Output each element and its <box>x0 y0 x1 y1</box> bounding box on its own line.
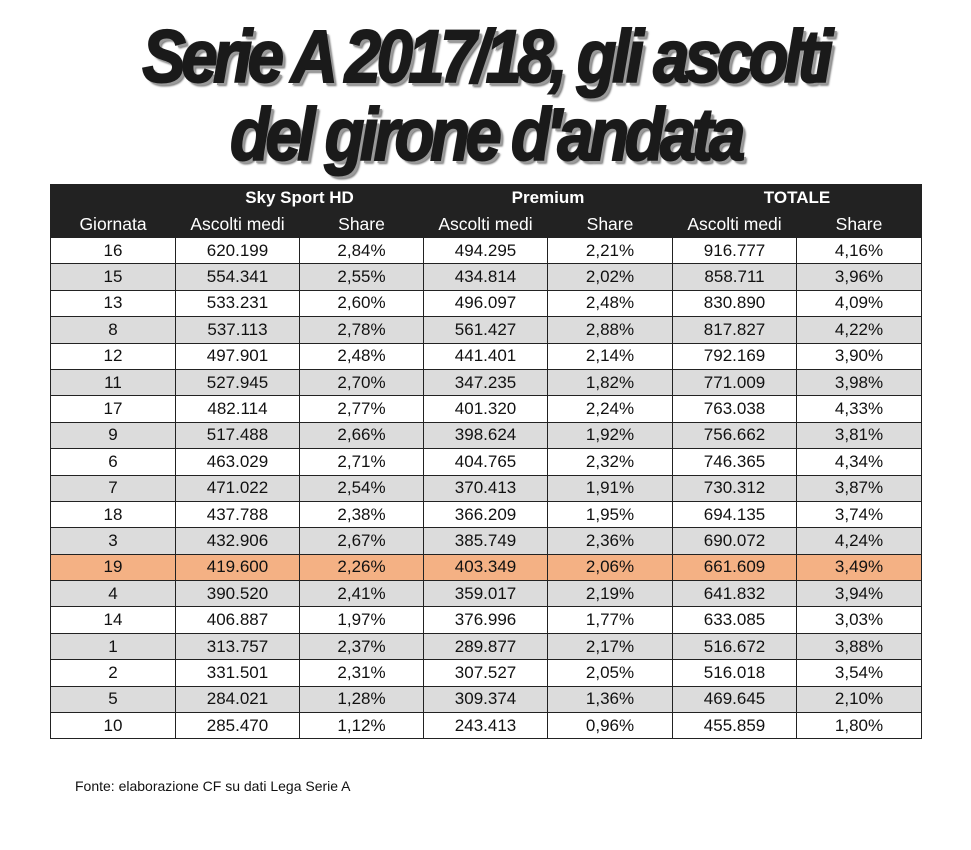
table-cell: 482.114 <box>176 396 300 422</box>
table-cell: 12 <box>51 343 176 369</box>
table-cell: 2,37% <box>300 633 424 659</box>
table-cell: 2,60% <box>300 290 424 316</box>
table-cell: 2,02% <box>548 264 673 290</box>
table-body <box>51 238 922 739</box>
table-cell: 404.765 <box>424 449 548 475</box>
table-cell: 441.401 <box>424 343 548 369</box>
table-row <box>51 554 922 580</box>
table-row <box>51 501 922 527</box>
table-cell: 3,88% <box>797 633 922 659</box>
table-row <box>51 475 922 501</box>
column-header-giornata: Giornata <box>51 212 176 238</box>
table-cell: 401.320 <box>424 396 548 422</box>
table-row <box>51 290 922 316</box>
table-cell: 285.470 <box>176 713 300 739</box>
table-cell: 366.209 <box>424 501 548 527</box>
table-cell: 763.038 <box>673 396 797 422</box>
table-cell: 830.890 <box>673 290 797 316</box>
table-cell: 2,26% <box>300 554 424 580</box>
table-cell: 2,84% <box>300 238 424 264</box>
table-cell: 4,09% <box>797 290 922 316</box>
table-cell: 2,66% <box>300 422 424 448</box>
table-cell: 537.113 <box>176 317 300 343</box>
table-cell: 4,24% <box>797 528 922 554</box>
table-cell: 385.749 <box>424 528 548 554</box>
table-cell: 694.135 <box>673 501 797 527</box>
table-cell: 2,67% <box>300 528 424 554</box>
table-cell: 3,98% <box>797 369 922 395</box>
group-header-row <box>51 185 922 212</box>
table-cell: 419.600 <box>176 554 300 580</box>
table-cell: 690.072 <box>673 528 797 554</box>
table-cell: 15 <box>51 264 176 290</box>
table-cell: 471.022 <box>176 475 300 501</box>
table-cell: 437.788 <box>176 501 300 527</box>
group-header-sky: Sky Sport HD <box>176 185 424 212</box>
table-cell: 347.235 <box>424 369 548 395</box>
table-cell: 817.827 <box>673 317 797 343</box>
table-cell: 554.341 <box>176 264 300 290</box>
table-cell: 771.009 <box>673 369 797 395</box>
table-cell: 9 <box>51 422 176 448</box>
table-row <box>51 660 922 686</box>
ratings-table <box>50 184 922 739</box>
table-cell: 3,90% <box>797 343 922 369</box>
table-cell: 432.906 <box>176 528 300 554</box>
table-cell: 3,96% <box>797 264 922 290</box>
title-line-1: Serie A 2017/18, gli ascolti <box>142 15 829 98</box>
table-cell: 309.374 <box>424 686 548 712</box>
table-cell: 1,82% <box>548 369 673 395</box>
table-row <box>51 369 922 395</box>
table-cell: 370.413 <box>424 475 548 501</box>
table-row <box>51 396 922 422</box>
table-cell: 3,94% <box>797 581 922 607</box>
table-row <box>51 686 922 712</box>
column-header-premium-share: Share <box>548 212 673 238</box>
table-cell: 3,03% <box>797 607 922 633</box>
table-cell: 406.887 <box>176 607 300 633</box>
table-cell: 307.527 <box>424 660 548 686</box>
table-cell: 16 <box>51 238 176 264</box>
table-cell: 359.017 <box>424 581 548 607</box>
table-cell: 434.814 <box>424 264 548 290</box>
table-cell: 2,05% <box>548 660 673 686</box>
table-cell: 4,33% <box>797 396 922 422</box>
table-cell: 284.021 <box>176 686 300 712</box>
table-cell: 2,32% <box>548 449 673 475</box>
table-cell: 2,17% <box>548 633 673 659</box>
table-cell: 792.169 <box>673 343 797 369</box>
table-cell: 17 <box>51 396 176 422</box>
table-cell: 2,41% <box>300 581 424 607</box>
table-cell: 2,78% <box>300 317 424 343</box>
table-cell: 2 <box>51 660 176 686</box>
table-cell: 376.996 <box>424 607 548 633</box>
table-cell: 527.945 <box>176 369 300 395</box>
table-row <box>51 343 922 369</box>
column-header-totale-ascolti: Ascolti medi <box>673 212 797 238</box>
table-cell: 1,95% <box>548 501 673 527</box>
table-row <box>51 607 922 633</box>
table-cell: 463.029 <box>176 449 300 475</box>
table-cell: 516.672 <box>673 633 797 659</box>
table-cell: 633.085 <box>673 607 797 633</box>
table-cell: 3,81% <box>797 422 922 448</box>
source-note: Fonte: elaborazione CF su dati Lega Serie A <box>75 778 351 794</box>
table-cell: 2,48% <box>300 343 424 369</box>
table-cell: 313.757 <box>176 633 300 659</box>
table-cell: 8 <box>51 317 176 343</box>
table-cell: 3,87% <box>797 475 922 501</box>
table-cell: 2,36% <box>548 528 673 554</box>
column-header-row <box>51 212 922 238</box>
group-header-totale: TOTALE <box>673 185 922 212</box>
table-cell: 3,49% <box>797 554 922 580</box>
table-row <box>51 713 922 739</box>
table-cell: 1 <box>51 633 176 659</box>
group-header-empty <box>51 185 176 212</box>
table-cell: 1,80% <box>797 713 922 739</box>
table-cell: 620.199 <box>176 238 300 264</box>
table-cell: 746.365 <box>673 449 797 475</box>
table-cell: 4 <box>51 581 176 607</box>
table-cell: 3 <box>51 528 176 554</box>
column-header-sky-share: Share <box>300 212 424 238</box>
table-cell: 4,22% <box>797 317 922 343</box>
table-cell: 18 <box>51 501 176 527</box>
table-cell: 14 <box>51 607 176 633</box>
table-cell: 2,06% <box>548 554 673 580</box>
table-cell: 858.711 <box>673 264 797 290</box>
page-title <box>58 15 912 176</box>
table-cell: 1,77% <box>548 607 673 633</box>
table-cell: 398.624 <box>424 422 548 448</box>
table-cell: 5 <box>51 686 176 712</box>
table-cell: 403.349 <box>424 554 548 580</box>
table-cell: 2,71% <box>300 449 424 475</box>
table-cell: 6 <box>51 449 176 475</box>
table-row <box>51 633 922 659</box>
table-row <box>51 581 922 607</box>
table-cell: 289.877 <box>424 633 548 659</box>
table-cell: 756.662 <box>673 422 797 448</box>
table-cell: 533.231 <box>176 290 300 316</box>
table-cell: 4,34% <box>797 449 922 475</box>
table-cell: 497.901 <box>176 343 300 369</box>
table-row <box>51 317 922 343</box>
table-cell: 561.427 <box>424 317 548 343</box>
table-row <box>51 528 922 554</box>
title-line-2: del girone d'andata <box>230 93 741 176</box>
table-cell: 2,54% <box>300 475 424 501</box>
table-cell: 2,24% <box>548 396 673 422</box>
table-cell: 2,10% <box>797 686 922 712</box>
table-cell: 2,48% <box>548 290 673 316</box>
table-cell: 661.609 <box>673 554 797 580</box>
table-cell: 243.413 <box>424 713 548 739</box>
table-cell: 1,91% <box>548 475 673 501</box>
table-cell: 1,28% <box>300 686 424 712</box>
table-cell: 2,70% <box>300 369 424 395</box>
table-cell: 7 <box>51 475 176 501</box>
table-row <box>51 264 922 290</box>
table-cell: 0,96% <box>548 713 673 739</box>
table-cell: 4,16% <box>797 238 922 264</box>
table-row <box>51 238 922 264</box>
table-cell: 641.832 <box>673 581 797 607</box>
table-cell: 496.097 <box>424 290 548 316</box>
table-cell: 730.312 <box>673 475 797 501</box>
table-cell: 390.520 <box>176 581 300 607</box>
table-cell: 469.645 <box>673 686 797 712</box>
table-cell: 916.777 <box>673 238 797 264</box>
table-cell: 494.295 <box>424 238 548 264</box>
table-cell: 517.488 <box>176 422 300 448</box>
table-cell: 331.501 <box>176 660 300 686</box>
table-cell: 2,14% <box>548 343 673 369</box>
table-cell: 2,21% <box>548 238 673 264</box>
table-cell: 2,88% <box>548 317 673 343</box>
group-header-premium: Premium <box>424 185 673 212</box>
table-cell: 2,77% <box>300 396 424 422</box>
column-header-premium-ascolti: Ascolti medi <box>424 212 548 238</box>
column-header-sky-ascolti: Ascolti medi <box>176 212 300 238</box>
table-cell: 13 <box>51 290 176 316</box>
table-row <box>51 422 922 448</box>
table-row <box>51 449 922 475</box>
table-cell: 1,92% <box>548 422 673 448</box>
table-cell: 1,12% <box>300 713 424 739</box>
table-cell: 3,54% <box>797 660 922 686</box>
table-cell: 19 <box>51 554 176 580</box>
table-cell: 2,38% <box>300 501 424 527</box>
table-cell: 516.018 <box>673 660 797 686</box>
table-cell: 3,74% <box>797 501 922 527</box>
table-cell: 2,55% <box>300 264 424 290</box>
table-cell: 1,36% <box>548 686 673 712</box>
table-cell: 10 <box>51 713 176 739</box>
table-cell: 2,31% <box>300 660 424 686</box>
table-cell: 2,19% <box>548 581 673 607</box>
table-cell: 1,97% <box>300 607 424 633</box>
table-cell: 455.859 <box>673 713 797 739</box>
table-cell: 11 <box>51 369 176 395</box>
column-header-totale-share: Share <box>797 212 922 238</box>
